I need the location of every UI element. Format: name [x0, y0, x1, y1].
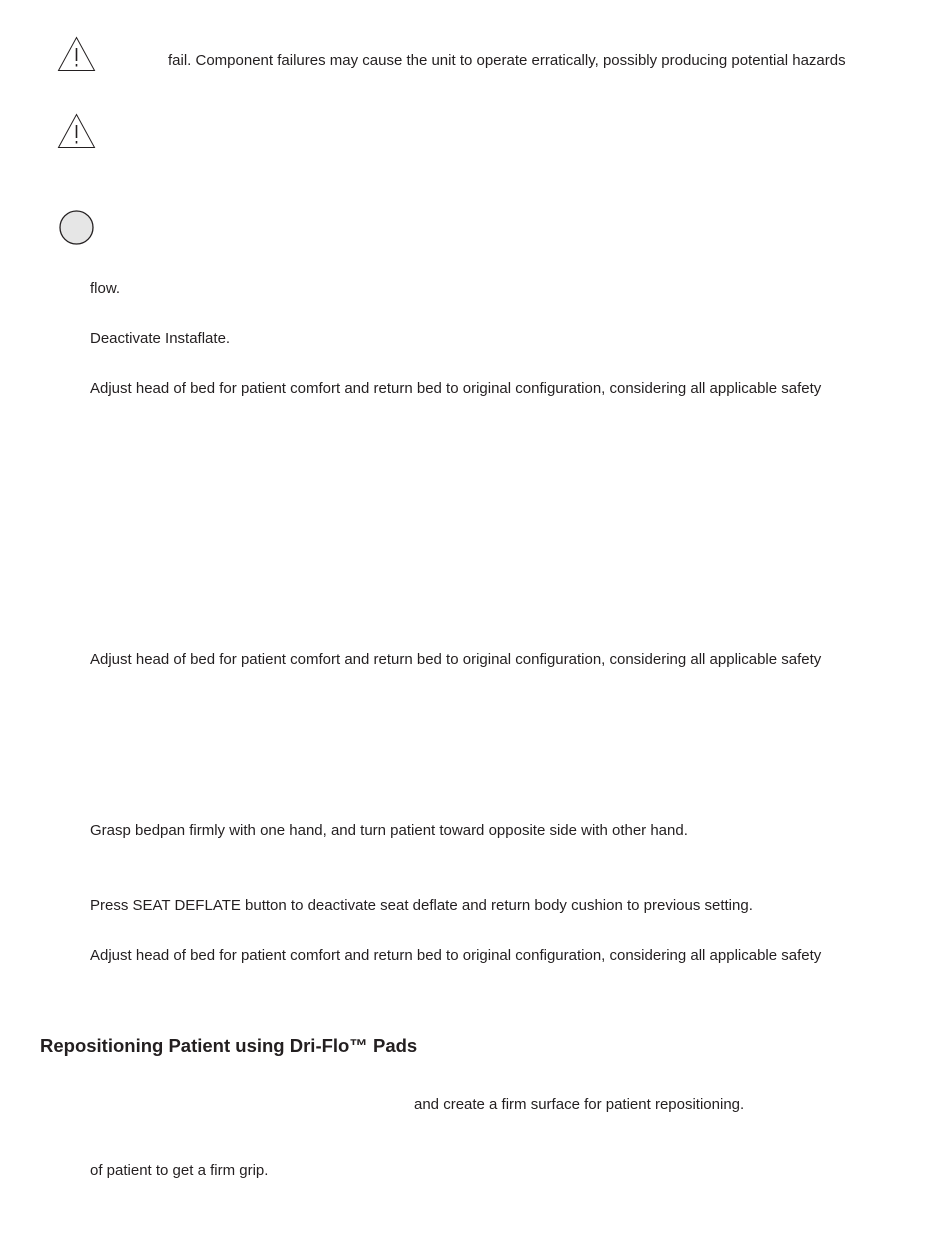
- firm-grip-text: of patient to get a firm grip.: [90, 1162, 269, 1179]
- adjust-head-text: Adjust head of bed for patient comfort and return bed to original configuration, considering all applicable safety: [90, 651, 822, 668]
- section-heading: Repositioning Patient using Dri-Flo™ Pads: [40, 1035, 418, 1056]
- adjust-head-text: Adjust head of bed for patient comfort and return bed to original configuration, considering all applicable safety: [90, 380, 822, 397]
- flow-text: flow.: [90, 280, 121, 297]
- firm-surface-text: and create a firm surface for patient repositioning.: [414, 1096, 745, 1113]
- warning-text-line: fail. Component failures may cause the unit to operate erratically, possibly producing potential hazards: [168, 52, 846, 69]
- warning-triangle-icon: [57, 113, 96, 149]
- adjust-head-text: Adjust head of bed for patient comfort and return bed to original configuration, considering all applicable safety: [90, 947, 822, 964]
- deactivate-instaflate-text: Deactivate Instaflate.: [90, 330, 231, 347]
- press-seat-deflate-text: Press SEAT DEFLATE button to deactivate seat deflate and return body cushion to previous setting.: [90, 897, 753, 914]
- circle-icon: [58, 209, 95, 246]
- warning-triangle-icon: [57, 36, 96, 72]
- grasp-bedpan-text: Grasp bedpan firmly with one hand, and turn patient toward opposite side with other hand.: [90, 822, 688, 839]
